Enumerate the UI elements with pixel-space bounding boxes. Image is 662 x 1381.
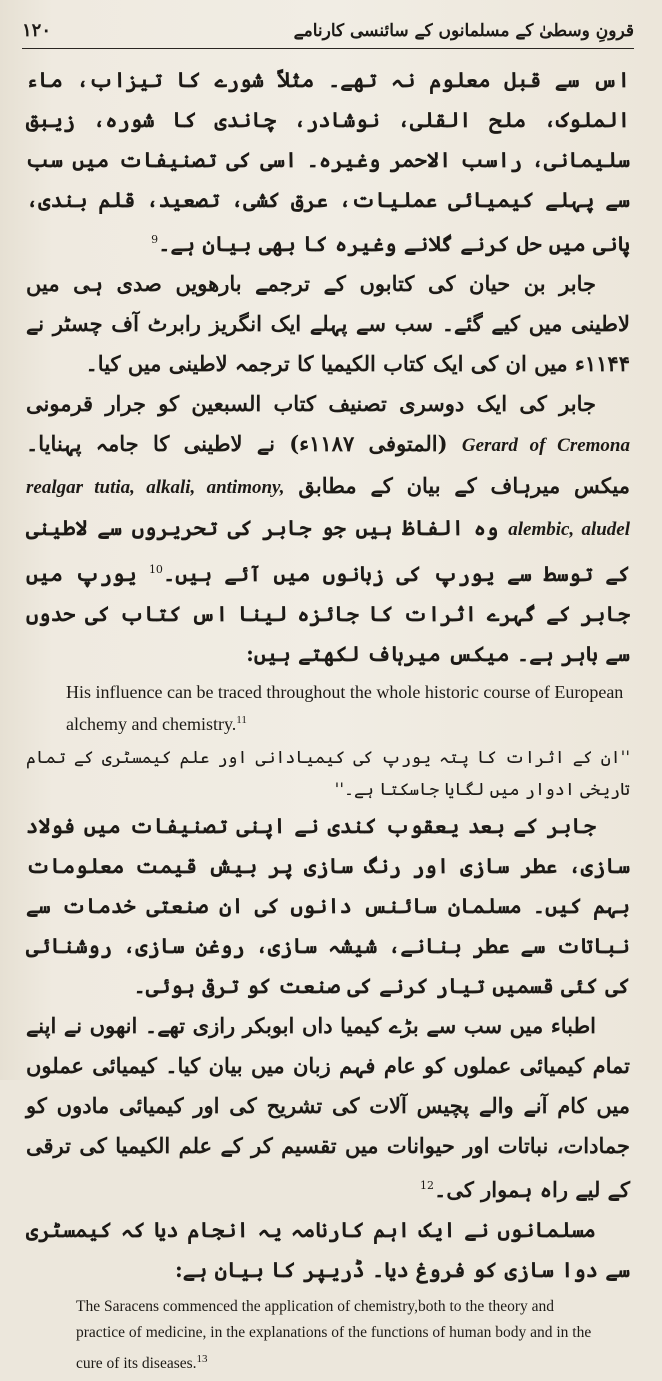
paragraph-3 — [26, 384, 630, 674]
footnote-ref-9: 9 — [151, 233, 159, 246]
footnote-ref-12: 12 — [420, 1179, 435, 1192]
quote-2-text: The Saracens commenced the application of chemistry,both to the theory and practice of medicine, in the explanations of the functions of human body and in the cure of its diseases. — [76, 1298, 592, 1373]
header-rule — [22, 48, 634, 49]
running-title: قرونِ وسطیٰ کے مسلمانوں کے سائنسی کارنامے — [293, 20, 634, 41]
latin-name-gerard: Gerard of Cremona — [461, 435, 630, 456]
paragraph-5 — [26, 1006, 630, 1210]
paragraph-3-text-c: وہ الفاظ ہیں جو جابر کی تحریروں سے لاطینی کے توسط سے یورپ کی زبانوں میں آئے ہیں۔ — [26, 515, 631, 586]
quote-1-urdu: ''ان کے اثرات کا پتہ یورپ کی کیمیادانی اور علم کیمسٹری کے تمام تاریخی ادوار میں لگایا جاسکتا ہے۔'' — [26, 748, 630, 800]
paragraph-6: مسلمانوں نے ایک اہم کارنامہ یہ انجام دیا کہ کیمسٹری سے دوا سازی کو فروغ دیا۔ ڈریپر کا بیان ہے: — [26, 1217, 630, 1282]
paragraph-5-text: اطباء میں سب سے بڑے کیمیا داں ابوبکر رازی تھے۔ انھوں نے اپنے تمام کیمیائی عملوں کو عام فہم زبان میں بیان کیا۔ کیمیائی عملوں میں کام آنے والے پچیس آلات کی تشریح کی اور کیمیائی مادوں کو جمادات، نباتات اور حیوانات میں تقسیم کر کے علم الکیمیا کی ترقی کے لیے راہ ہموار کی۔ — [26, 1013, 630, 1202]
paragraph-1 — [26, 60, 630, 264]
paragraph-3-text-b: (المتوفی ۱۱۸۷ء) نے لاطینی کا جامہ پہنایا۔ میکس میرہاف کے بیان کے مطابق — [26, 431, 630, 498]
paragraph-2: جابر بن حیان کی کتابوں کے ترجمے بارھویں صدی ہی میں لاطینی میں کیے گئے۔ سب سے پہلے ایک انگریز رابرٹ آف چسٹر نے ۱۱۴۴ء میں ان کی ایک کتاب الکیمیا کا ترجمہ لاطینی میں کیا۔ — [26, 271, 630, 376]
latin-terms: realgar tutia, alkali, antimony, alembic, aludel — [26, 477, 631, 540]
footnote-ref-10: 10 — [148, 563, 163, 576]
paragraph-3-text-a: جابر کی ایک دوسری تصنیف کتاب السبعین کو جرار قرمونی — [26, 391, 596, 416]
paragraph-3-text-d: یورپ میں جابر کے گہرے اثرات کا جائزہ لینا اس کتاب کی حدوں سے باہر ہے۔ میکس میرہاف لکھتے ہیں: — [26, 561, 630, 666]
page-body — [26, 60, 630, 1381]
footnote-ref-11: 11 — [236, 714, 247, 726]
page-number: ۱۲۰ — [22, 19, 52, 41]
running-header — [22, 14, 634, 46]
paragraph-4: جابر کے بعد یعقوب کندی نے اپنی تصنیفات میں فولاد سازی، عطر سازی اور رنگ سازی پر بیش قیمت معلومات بہم کیں۔ مسلمان سائنس دانوں کی ان صنعتی خدمات سے نباتات سے عطر بنانے، شیشہ سازی، روغن سازی، روشنائی کی کئی قسمیں تیار کرنے کی صنعت کو ترقی ہوئی۔ — [26, 813, 630, 998]
quote-2-english — [76, 1294, 600, 1377]
quote-1-text: His influence can be traced throughout the whole historic course of European alchemy and chemistry. — [66, 682, 624, 734]
footnote-ref-13: 13 — [196, 1353, 208, 1365]
paragraph-1-text: اس سے قبل معلوم نہ تھے۔ مثلاً شورے کا تیزاب، ماء الملوک، ملح القلی، نوشادر، چاندی کا شورہ، زیبق سلیمانی، راسب الاحمر وغیرہ۔ اسی کی تصنیفات میں سب سے پہلے کیمیائی عملیات، عرق کشی، تصعید، قلم بندی، پانی میں حل کرنے گلانے وغیرہ کا بھی بیان ہے۔ — [26, 67, 630, 256]
quote-1-english — [66, 678, 630, 738]
